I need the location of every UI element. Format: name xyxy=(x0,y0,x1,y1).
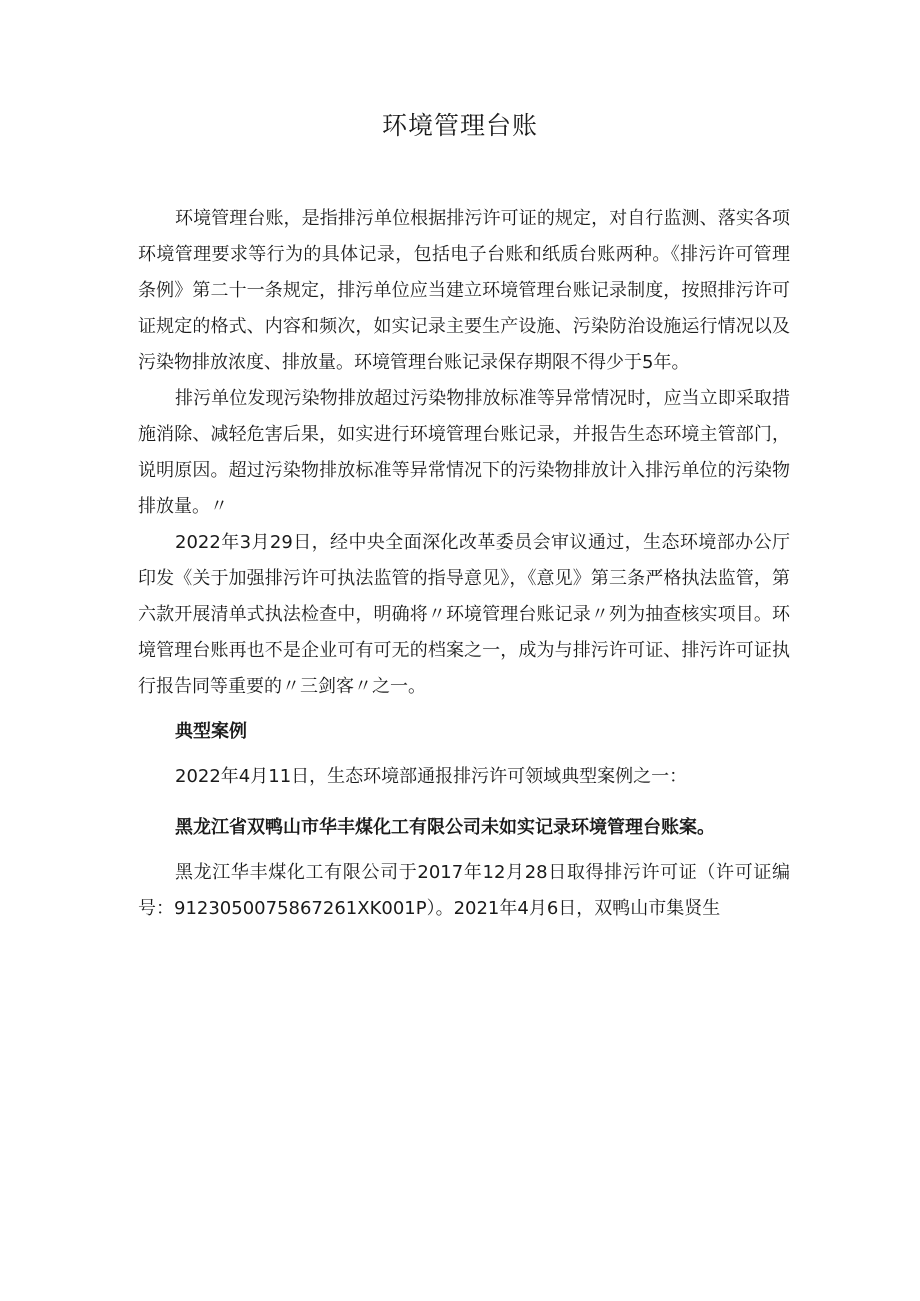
notice-line: 2022年4月11日，生态环境部通报排污许可领域典型案例之一： xyxy=(175,766,688,787)
document-body xyxy=(138,201,790,927)
paragraph-definition: 环境管理台账，是指排污单位根据排污许可证的规定，对自行监测、落实各项环境管理要求等行为的具体记录，包括电子台账和纸质台账两种。《排污许可管理条例》第二十一条规定，排污单位应当建立环境管理台账记录制度，按照排污许可证规定的格式、内容和频次，如实记录主要生产设施、污染防治设施运行情况以及污染物排放浓度、排放量。环境管理台账记录保存期限不得少于5年。 xyxy=(138,208,790,373)
case-title: 黑龙江省双鸭山市华丰煤化工有限公司未如实记录环境管理台账案。 xyxy=(175,817,715,838)
document-title: 环境管理台账 xyxy=(381,111,538,140)
paragraph-abnormal: 排污单位发现污染物排放超过污染物排放标准等异常情况时，应当立即采取措施消除、减轻危害后果，如实进行环境管理台账记录，并报告生态环境主管部门，说明原因。超过污染物排放标准等异常情况下的污染物排放计入排污单位的污染物排放量。〃 xyxy=(138,388,790,517)
case-paragraph: 黑龙江华丰煤化工有限公司于2017年12月28日取得排污许可证（许可证编号：9123050075867261XK001P）。2021年4月6日，双鸭山市集贤生 xyxy=(138,862,790,919)
paragraph-opinion: 2022年3月29日，经中央全面深化改革委员会审议通过，生态环境部办公厅印发《关于加强排污许可执法监管的指导意见》，《意见》第三条严格执法监管，第六款开展清单式执法检查中，明确将〃环境管理台账记录〃列为抽查核实项目。环境管理台账再也不是企业可有可无的档案之一，成为与排污许可证、排污许可证执行报告同等重要的〃三剑客〃之一。 xyxy=(138,532,790,697)
section-heading: 典型案例 xyxy=(175,721,247,742)
